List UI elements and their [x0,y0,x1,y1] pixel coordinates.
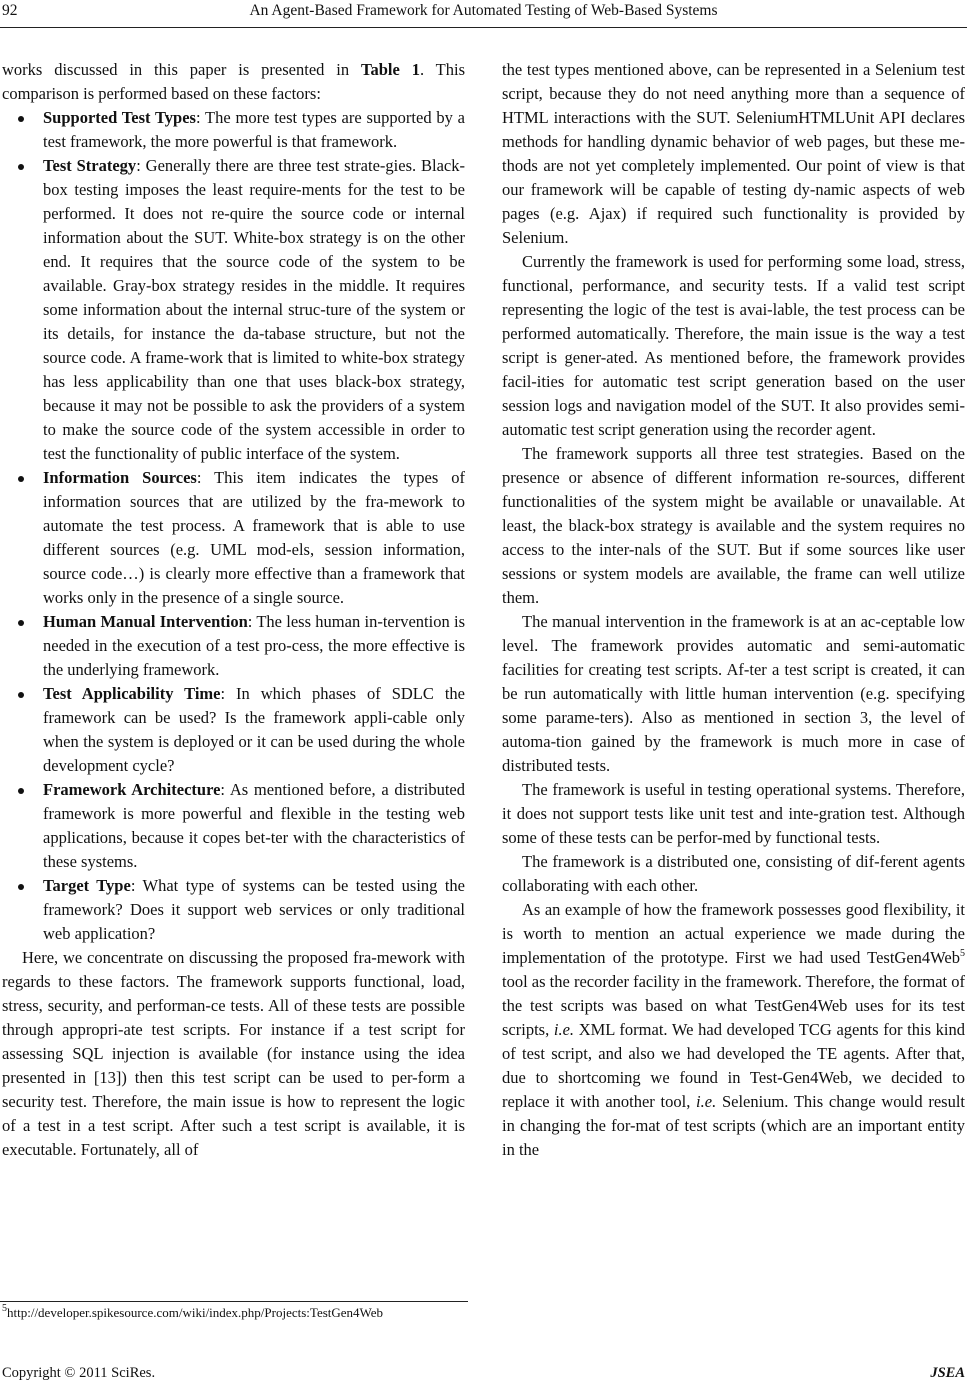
footnote-number: 5 [2,1302,7,1314]
factor-text: : What type of systems can be tested using the framework? Does it support web services or only traditional web application? [43,876,466,943]
factor-term: Target Type [43,876,131,895]
factor-text: : Generally there are three test strate-gies. Black-box testing imposes the least require-ments for the test to be performed. It does not re-quire the source code or internal information about the SUT. White-box strategy is on the other end. It requires that the source code of the system to be available. Gray-box strategy resides in the middle. It requires some information about the internal struc-ture of the system or its details, for instance the da-tabase structure, but not the source code. A frame-work that is limited to white-box strategy has less applicability than one that uses black-box strategy, because it may not be possible to ask the providers of a system to make the source code of the system accessible in order to test the functionality of public interface of the system. [43,156,465,463]
right-column [502,58,965,1162]
factor-text: : As mentioned before, a distributed framework is more powerful and flexible in the testing web applications, because it copes bet-ter with the characteristics of these systems. [43,780,465,871]
bullet-icon [18,788,24,794]
factor-term: Human Manual Intervention [43,612,248,631]
running-title: An Agent-Based Framework for Automated Testing of Web-Based Systems [249,2,718,19]
factor-list [2,106,465,946]
footnote [2,1304,383,1322]
bullet-icon [18,476,24,482]
closing-paragraph: Here, we concentrate on discussing the proposed fra-mework with regards to these factors. The framework supports functional, load, stress, security, and performan-ce tests. All of these tests are possible through appropri-ate test scripts. For instance if a test script for assessing SQL injection is available (for instance using the idea presented in [13]) then this test script can be used to per-form a security test. Therefore, the main issue is how to represent the logic of a test in a test script. After such a test script is available, it is executable. Fortunately, all of [2,948,465,1159]
header-rule [0,27,967,28]
footnote-url: http://developer.spikesource.com/wiki/index.php/Projects:TestGen4Web [7,1305,384,1320]
list-item [2,778,465,874]
bullet-icon [18,164,24,170]
factor-term: Framework Architecture [43,780,221,799]
paragraph: The framework is a distributed one, consisting of dif-ferent agents collaborating with each other. [502,852,965,895]
factor-term: Information Sources [43,468,197,487]
factor-term: Supported Test Types [43,108,196,127]
running-header [0,0,967,24]
paragraph: the test types mentioned above, can be represented in a Selenium test script, because they do not need anything more than a sequence of HTML interactions with the SUT. SeleniumHTMLUnit API declares methods for handling dynamic behavior of web pages, but these me-thods are not yet completely implemented. Our point of view is that our framework will be capable of testing dy-namic aspects of web pages (e.g. Ajax) if required such functionality is provided by Selenium. [502,60,965,247]
footnote-mark: 5 [960,947,965,959]
list-item [2,154,465,466]
paragraph: Currently the framework is used for performing some load, stress, functional, performance, and security tests. If a valid test script representing the logic of the test is avai-lable, the test process can be performed automatically. Therefore, the main issue is the way a test script is gener-ated. As mentioned before, the framework provides facil-ities for automatic test script generation based on the user session logs and navigation model of the SUT. It also provides semi-automatic test script generation using the recorder agent. [502,252,965,439]
factor-text: : In which phases of SDLC the framework can be used? Is the framework appli-cable only when the system is deployed or it can be used during the whole development cycle? [43,684,465,775]
page-number: 92 [2,2,18,19]
list-item [2,874,465,946]
paragraph: The framework is useful in testing operational systems. Therefore, it does not support tests like unit test and inte-gration test. Although some of these tests can be perfor-med by functional tests. [502,780,965,847]
factor-text: : The less human in-tervention is needed in the execution of a test pro-cess, the more effective is the underlying framework. [43,612,466,679]
bullet-icon [18,620,24,626]
list-item [2,682,465,778]
intro-paragraph: works discussed in this paper is presented in Table 1. This comparison is performed based on these factors: [2,60,466,103]
footnote-rule [0,1301,468,1302]
list-item [2,610,465,682]
paragraph: The manual intervention in the framework is at an ac-ceptable low level. The framework provides automatic and semi-automatic facilities for creating test scripts. Af-ter a test script is created, it can be run automatically with little human intervention (e.g. specifying some parame-ters). Also as mentioned in section 3, the level of automa-tion gained by the framework is much more in case of distributed tests. [502,612,965,775]
bullet-icon [18,884,24,890]
factor-term: Test Strategy [43,156,137,175]
bullet-icon [18,116,24,122]
paragraph: The framework supports all three test strategies. Based on the presence or absence of different information re-sources, different functionalities of the system might be available or unavailable. At least, the black-box strategy is available and the system requires no access to the inter-nals of the SUT. But if some sources like user sessions or system models are available, the frame can well utilize them. [502,444,965,607]
table-reference: Table 1 [361,60,420,79]
factor-text: : The more test types are supported by a test framework, the more powerful is that framework. [43,108,465,151]
page-footer [0,1364,967,1384]
list-item [2,466,465,610]
left-column [2,58,465,1162]
journal-name: JSEA [930,1365,965,1381]
bullet-icon [18,692,24,698]
factor-text: : This item indicates the types of information sources that are utilized by the fra-mework to automate the test process. A framework that is able to use different sources (e.g. UML mod-els, session information, source code…) is clearly more effective than a framework that works only in the presence of a single source. [43,468,465,607]
list-item [2,106,465,154]
factor-term: Test Applicability Time [43,684,221,703]
paragraph: As an example of how the framework possesses good flexibility, it is worth to mention an actual experience we made during the implementation of the prototype. First we had used TestGen4Web$^5$ tool as the recorder facility in the framework. Therefore, the format of the test scripts was based on what TestGen4Web uses for its test scripts, i.e. XML format. We had developed TCG agents for this kind of test script, and also we had developed the TE agents. After that, due to shortcoming we found in Test-Gen4Web, we decided to replace it with another tool, i.e. Selenium. This change would result in changing the for-mat of test scripts (which are an important entity in the [502,900,965,1159]
copyright: Copyright © 2011 SciRes. [2,1365,156,1381]
